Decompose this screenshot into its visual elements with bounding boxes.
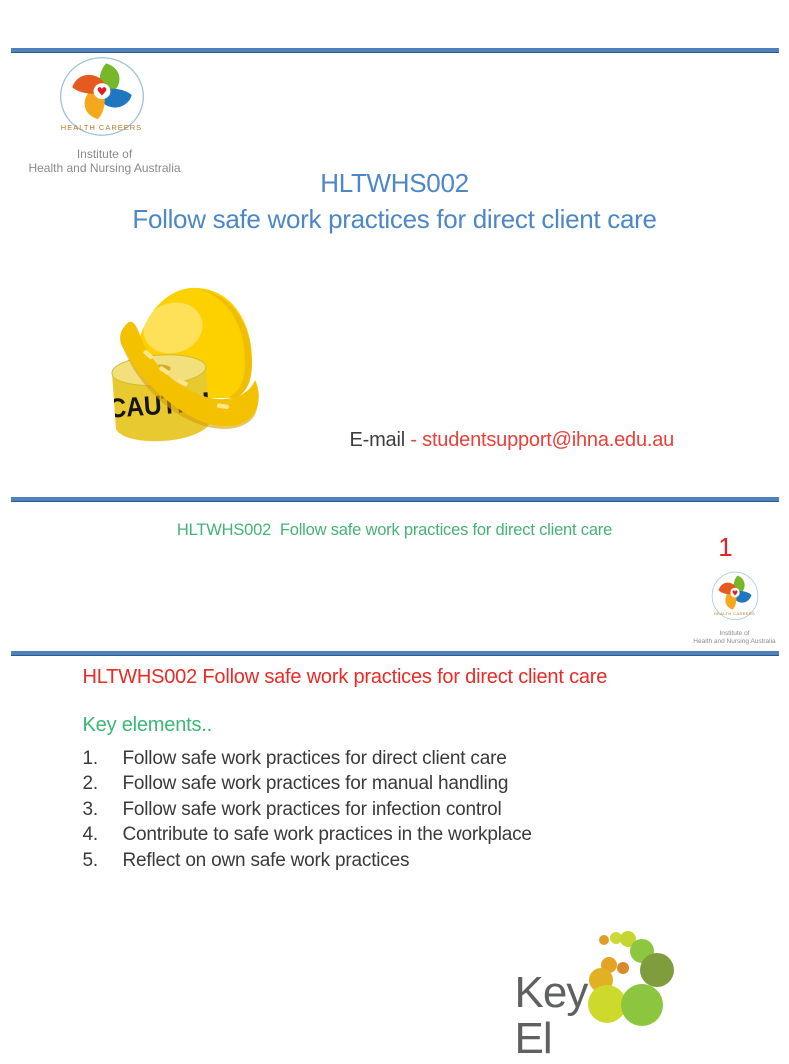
email-label: E-mail [350,429,411,451]
list-item [83,823,703,849]
document-page [11,0,779,1024]
institute-name-small-line2: Health and Nursing Australia [677,638,789,646]
course-name: Follow safe work practices for direct client care [11,201,779,237]
institute-name-line2: Health and Nursing Australia [11,161,199,175]
key-elements-heading: Key elements.. [83,714,483,737]
key-logo-word-clipped: El [515,1014,552,1064]
list-item-text: Follow safe work practices for direct client care [123,748,703,770]
email-line [350,429,675,452]
logo-small-circle-text: HEALTH CAREERS [709,611,761,616]
list-item-number: 1. [83,748,123,770]
list-item-number: 4. [83,824,123,846]
institute-name-line1: Institute of [11,147,199,161]
institute-name-small-line1: Institute of [677,630,789,638]
list-item-number: 5. [83,850,123,872]
list-item-text: Reflect on own safe work practices [123,850,703,872]
health-careers-logo-small-icon [709,571,761,625]
course-code: HLTWHS002 [11,165,779,201]
page-number: 1 [711,532,741,563]
slide2-title: HLTWHS002 Follow safe work practices for direct client care [83,666,743,689]
list-item-number: 3. [83,799,123,821]
footer-course-text: HLTWHS002 Follow safe work practices for direct client care [11,521,779,540]
logo-circle-text: HEALTH CAREERS [55,123,149,132]
slide2-top-divider [11,651,779,656]
list-item-text: Follow safe work practices for infection control [123,799,703,821]
key-elements-list [83,746,703,874]
institute-name-small [677,630,789,646]
list-item-text: Follow safe work practices for manual handling [123,773,703,795]
list-item-text: Contribute to safe work practices in the workplace [123,824,703,846]
email-link[interactable]: - studentsupport@ihna.edu.au [410,429,674,451]
list-item [83,797,703,823]
key-logo-word: Key [515,968,588,1018]
slide1-title [11,165,779,237]
list-item [83,848,703,874]
slide1-footer-divider [11,497,779,502]
list-item-number: 2. [83,773,123,795]
slide1-top-divider [11,48,779,53]
hardhat-caution-image [99,276,285,446]
list-item [83,772,703,798]
list-item [83,746,703,772]
